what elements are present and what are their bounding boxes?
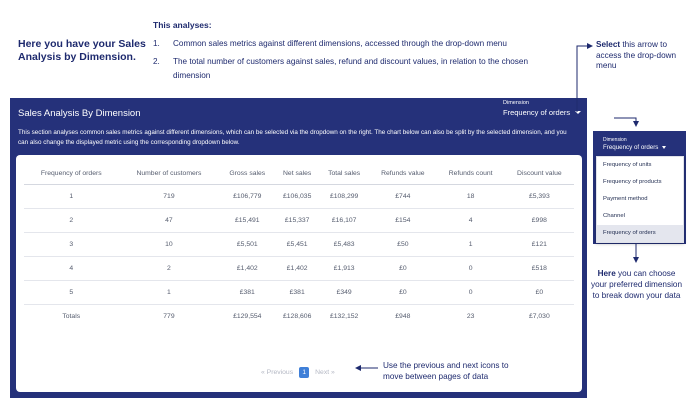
table-cell: £7,030 <box>505 304 574 328</box>
table-cell: Totals <box>24 304 118 328</box>
table-cell: £349 <box>319 280 369 304</box>
table-cell: 10 <box>118 232 219 256</box>
column-header[interactable]: Refunds value <box>381 169 425 177</box>
table-cell: £0 <box>369 256 437 280</box>
dropdown-dimension-label: Dimension <box>603 137 627 143</box>
table-cell: £1,402 <box>219 256 275 280</box>
table-cell: £5,451 <box>275 232 319 256</box>
analyses-item-number: 1. <box>153 39 160 48</box>
table-cell: £15,491 <box>219 208 275 232</box>
table-cell: £1,913 <box>319 256 369 280</box>
table-cell: £121 <box>505 232 574 256</box>
table-cell: £5,501 <box>219 232 275 256</box>
pager-note: Use the previous and next icons to move between pages of data <box>383 361 509 381</box>
table-cell: £108,299 <box>319 184 369 208</box>
table-cell: £154 <box>369 208 437 232</box>
column-header[interactable]: Frequency of orders <box>40 169 102 177</box>
here-note-text: you can choose your preferred dimension to break down your data <box>590 269 683 300</box>
table-cell: £1,402 <box>275 256 319 280</box>
dimension-label: Dimension <box>503 100 529 106</box>
table-cell: £948 <box>369 304 437 328</box>
previous-page-button[interactable]: « Previous <box>261 369 294 376</box>
table-cell: 1 <box>437 232 505 256</box>
table-cell: £0 <box>505 280 574 304</box>
select-note-text: this arrow to access the drop-down menu <box>596 40 677 70</box>
next-page-button[interactable]: Next » <box>315 369 335 376</box>
table-cell: 719 <box>118 184 219 208</box>
table-cell: 2 <box>118 256 219 280</box>
table-cell: 2 <box>24 208 118 232</box>
table-cell: £5,483 <box>319 232 369 256</box>
table-cell: 1 <box>118 280 219 304</box>
analyses-item-number: 2. <box>153 57 160 66</box>
table-cell: 23 <box>437 304 505 328</box>
dropdown-select-value: Frequency of orders <box>603 144 659 151</box>
table-cell: £129,554 <box>219 304 275 328</box>
table-cell: £50 <box>369 232 437 256</box>
analyses-item-text: The total number of customers against sales, refund and discount values, in relation to the chosen dimension <box>173 57 528 80</box>
column-header[interactable]: Discount value <box>517 169 562 177</box>
dropdown-option-selected[interactable]: Frequency of orders <box>597 225 683 242</box>
table-cell: 5 <box>24 280 118 304</box>
table-cell: £381 <box>275 280 319 304</box>
table-cell: £0 <box>369 280 437 304</box>
table-cell: 4 <box>437 208 505 232</box>
dropdown-option[interactable]: Frequency of units <box>603 162 652 168</box>
table-cell: £998 <box>505 208 574 232</box>
dropdown-option[interactable]: Payment method <box>603 196 648 202</box>
column-header[interactable]: Total sales <box>328 169 361 177</box>
table-cell: 0 <box>437 280 505 304</box>
table-cell: £106,779 <box>219 184 275 208</box>
table-cell: 0 <box>437 256 505 280</box>
column-header[interactable]: Number of customers <box>136 169 202 177</box>
analyses-title: This analyses: <box>153 20 212 30</box>
page-number-button[interactable]: 1 <box>299 367 309 378</box>
dropdown-option[interactable]: Channel <box>603 213 625 219</box>
analyses-item-text: Common sales metrics against different dimensions, accessed through the drop-down menu <box>173 39 507 48</box>
table-cell: 779 <box>118 304 219 328</box>
table-cell: £381 <box>219 280 275 304</box>
panel-title: Sales Analysis By Dimension <box>18 108 141 119</box>
select-note-bold: Select <box>596 40 621 49</box>
table-cell: 18 <box>437 184 505 208</box>
table-cell: £106,035 <box>275 184 319 208</box>
table-cell: £16,107 <box>319 208 369 232</box>
column-header[interactable]: Refunds count <box>448 169 493 177</box>
table-cell: 3 <box>24 232 118 256</box>
column-header[interactable]: Gross sales <box>229 169 266 177</box>
intro-heading: Here you have your Sales Analysis by Dimension. <box>18 38 146 63</box>
column-header[interactable]: Net sales <box>283 169 312 177</box>
dropdown-arrow-pointer <box>614 118 636 126</box>
table-cell: £5,393 <box>505 184 574 208</box>
table-cell: £15,337 <box>275 208 319 232</box>
select-arrow-pointer <box>577 46 592 112</box>
table-cell: 47 <box>118 208 219 232</box>
panel-description: This section analyses common sales metrics against different dimensions, which can be selected via the dropdown on the right. The chart below can also be split by the selected dimension, and you can also change the displayed metric using the corresponding dropdown below. <box>18 129 567 146</box>
table-cell: £744 <box>369 184 437 208</box>
table-cell: £518 <box>505 256 574 280</box>
table-cell: £128,606 <box>275 304 319 328</box>
table-cell: 1 <box>24 184 118 208</box>
table-cell: £132,152 <box>319 304 369 328</box>
dropdown-option[interactable]: Frequency of products <box>603 179 662 185</box>
here-note-bold: Here <box>597 269 616 278</box>
table-cell: 4 <box>24 256 118 280</box>
dimension-select-value: Frequency of orders <box>503 108 571 117</box>
